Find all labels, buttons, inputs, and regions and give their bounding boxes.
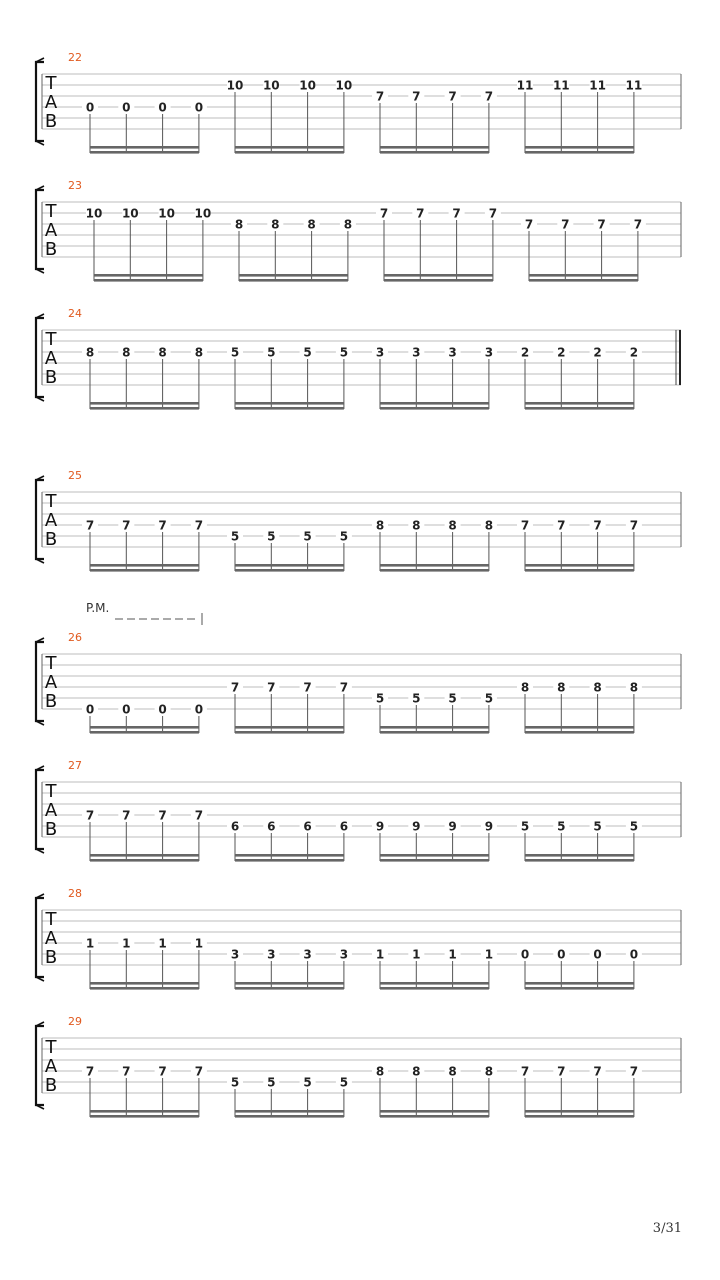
- beam: [90, 402, 199, 405]
- fret-number: 1: [484, 947, 494, 962]
- beam: [235, 726, 344, 729]
- fret-number: 8: [122, 345, 131, 360]
- fret-number: 11: [552, 78, 570, 93]
- fret-number: 1: [158, 936, 167, 951]
- beam: [90, 407, 199, 410]
- fret-number: 7: [561, 217, 570, 232]
- fret-number: 9: [412, 819, 421, 834]
- fret-number: 7: [339, 680, 349, 695]
- fret-number: 7: [303, 680, 312, 695]
- fret-number: 0: [520, 947, 530, 962]
- beam: [90, 151, 199, 154]
- fret-number: 5: [303, 1075, 312, 1090]
- measure-number: 26: [68, 631, 82, 644]
- tab-clef-letter: B: [44, 1075, 58, 1096]
- tab-clef-letter: B: [44, 691, 58, 712]
- fret-number: 7: [412, 89, 421, 104]
- fret-number: 9: [484, 819, 494, 834]
- fret-number: 3: [375, 345, 385, 360]
- measure-number: 25: [68, 469, 82, 482]
- tab-clef-letter: T: [45, 329, 57, 350]
- fret-number: 8: [375, 518, 385, 533]
- fret-number: 0: [194, 702, 204, 717]
- fret-number: 8: [412, 518, 421, 533]
- beam: [235, 987, 344, 990]
- beam: [380, 151, 489, 154]
- fret-number: 7: [520, 518, 530, 533]
- fret-number: 5: [484, 691, 494, 706]
- fret-number: 6: [230, 819, 240, 834]
- tab-clef-letter: B: [44, 819, 58, 840]
- tab-clef-letter: A: [44, 1056, 58, 1077]
- fret-number: 7: [194, 1064, 204, 1079]
- bracket-cap: [36, 58, 44, 145]
- fret-number: 3: [339, 947, 349, 962]
- fret-number: 10: [226, 78, 244, 93]
- fret-number: 5: [448, 691, 457, 706]
- beam: [235, 854, 344, 857]
- beam: [525, 731, 634, 734]
- beam: [380, 726, 489, 729]
- tab-clef-letter: B: [44, 947, 58, 968]
- tab-clef-letter: A: [44, 92, 58, 113]
- tab-clef-letter: T: [45, 73, 57, 94]
- fret-number: 7: [85, 808, 95, 823]
- beam: [380, 731, 489, 734]
- bracket-cap: [36, 638, 44, 725]
- fret-number: 7: [122, 518, 131, 533]
- tab-clef-letter: T: [45, 781, 57, 802]
- beam: [235, 1115, 344, 1118]
- beam: [90, 854, 199, 857]
- beam: [529, 279, 638, 282]
- fret-number: 8: [484, 1064, 494, 1079]
- fret-number: 7: [593, 518, 602, 533]
- beam: [380, 569, 489, 572]
- fret-number: 8: [271, 217, 280, 232]
- fret-number: 6: [339, 819, 349, 834]
- fret-number: 5: [593, 819, 602, 834]
- beam: [525, 146, 634, 149]
- beam: [235, 407, 344, 410]
- beam: [235, 569, 344, 572]
- fret-number: 8: [234, 217, 244, 232]
- beam: [525, 402, 634, 405]
- fret-number: 7: [158, 1064, 167, 1079]
- beam: [235, 146, 344, 149]
- beam: [90, 1115, 199, 1118]
- tab-clef-letter: B: [44, 239, 58, 260]
- beam: [235, 731, 344, 734]
- fret-number: 8: [375, 1064, 385, 1079]
- tab-clef-letter: A: [44, 348, 58, 369]
- fret-number: 5: [230, 1075, 240, 1090]
- fret-number: 5: [557, 819, 566, 834]
- fret-number: 10: [335, 78, 353, 93]
- beam: [525, 407, 634, 410]
- palm-mute-label: P.M.: [86, 601, 110, 615]
- fret-number: 2: [629, 345, 639, 360]
- beam: [239, 279, 348, 282]
- beam: [380, 987, 489, 990]
- fret-number: 7: [416, 206, 425, 221]
- fret-number: 0: [85, 100, 95, 115]
- bracket-cap: [36, 314, 44, 401]
- beam: [94, 279, 203, 282]
- fret-number: 2: [520, 345, 530, 360]
- fret-number: 8: [448, 518, 457, 533]
- fret-number: 0: [158, 702, 167, 717]
- beam: [90, 146, 199, 149]
- fret-number: 5: [339, 529, 349, 544]
- fret-number: 7: [158, 808, 167, 823]
- fret-number: 5: [267, 529, 276, 544]
- fret-number: 10: [158, 206, 175, 221]
- fret-number: 7: [629, 518, 639, 533]
- beam: [380, 402, 489, 405]
- fret-number: 10: [262, 78, 280, 93]
- beam: [235, 982, 344, 985]
- fret-number: 8: [412, 1064, 421, 1079]
- tab-system: [36, 307, 681, 410]
- beam: [380, 854, 489, 857]
- fret-number: 0: [85, 702, 95, 717]
- beam: [384, 274, 493, 277]
- fret-number: 11: [516, 78, 534, 93]
- fret-number: 8: [158, 345, 167, 360]
- tab-system: [36, 1015, 681, 1118]
- beam: [235, 151, 344, 154]
- beam: [525, 854, 634, 857]
- tab-system: [36, 469, 681, 572]
- fret-number: 3: [448, 345, 457, 360]
- beam: [525, 564, 634, 567]
- beam: [90, 982, 199, 985]
- beam: [380, 1115, 489, 1118]
- beam: [90, 987, 199, 990]
- fret-number: 0: [557, 947, 566, 962]
- beam: [380, 1110, 489, 1113]
- tab-clef-letter: B: [44, 529, 58, 550]
- beam: [525, 987, 634, 990]
- beam: [90, 564, 199, 567]
- fret-number: 7: [520, 1064, 530, 1079]
- beam: [525, 726, 634, 729]
- bracket-cap: [36, 476, 44, 563]
- beam: [235, 564, 344, 567]
- fret-number: 1: [412, 947, 421, 962]
- beam: [90, 1110, 199, 1113]
- fret-number: 7: [484, 89, 494, 104]
- beam: [235, 402, 344, 405]
- fret-number: 1: [85, 936, 95, 951]
- bracket-cap: [36, 186, 44, 273]
- fret-number: 10: [121, 206, 139, 221]
- fret-number: 7: [597, 217, 606, 232]
- beam: [525, 569, 634, 572]
- fret-number: 2: [557, 345, 566, 360]
- fret-number: 8: [520, 680, 530, 695]
- fret-number: 8: [307, 217, 316, 232]
- beam: [529, 274, 638, 277]
- bracket-cap: [36, 1022, 44, 1109]
- tab-system: [36, 759, 681, 862]
- fret-number: 1: [194, 936, 204, 951]
- fret-number: 8: [85, 345, 95, 360]
- fret-number: 0: [122, 100, 131, 115]
- fret-number: 11: [589, 78, 606, 93]
- beam: [90, 726, 199, 729]
- tab-system: [36, 613, 681, 734]
- page-number: 3/31: [652, 1221, 682, 1236]
- fret-number: 5: [230, 529, 240, 544]
- fret-number: 5: [230, 345, 240, 360]
- fret-number: 3: [412, 345, 421, 360]
- tab-system: [36, 51, 681, 154]
- measure-number: 22: [68, 51, 82, 64]
- tab-clef-letter: B: [44, 367, 58, 388]
- beam: [235, 859, 344, 862]
- beam: [90, 731, 199, 734]
- fret-number: 7: [629, 1064, 639, 1079]
- beam: [239, 274, 348, 277]
- beam: [90, 859, 199, 862]
- fret-number: 5: [375, 691, 385, 706]
- fret-number: 5: [339, 1075, 349, 1090]
- beam: [380, 982, 489, 985]
- fret-number: 3: [484, 345, 494, 360]
- fret-number: 1: [448, 947, 457, 962]
- fret-number: 6: [303, 819, 312, 834]
- fret-number: 1: [122, 936, 131, 951]
- tab-system: [36, 179, 681, 282]
- fret-number: 3: [267, 947, 276, 962]
- fret-number: 7: [267, 680, 276, 695]
- fret-number: 7: [194, 518, 204, 533]
- fret-number: 5: [339, 345, 349, 360]
- tab-clef-letter: T: [45, 1037, 57, 1058]
- fret-number: 7: [158, 518, 167, 533]
- fret-number: 5: [629, 819, 639, 834]
- tab-clef-letter: B: [44, 111, 58, 132]
- fret-number: 0: [122, 702, 131, 717]
- tab-clef-letter: A: [44, 510, 58, 531]
- fret-number: 8: [194, 345, 204, 360]
- tab-system: [36, 887, 681, 990]
- fret-number: 10: [194, 206, 212, 221]
- fret-number: 8: [448, 1064, 457, 1079]
- fret-number: 8: [343, 217, 353, 232]
- measure-number: 27: [68, 759, 82, 772]
- fret-number: 7: [448, 89, 457, 104]
- fret-number: 7: [488, 206, 498, 221]
- beam: [90, 569, 199, 572]
- beam: [525, 859, 634, 862]
- beam: [94, 274, 203, 277]
- fret-number: 5: [520, 819, 530, 834]
- fret-number: 7: [85, 1064, 95, 1079]
- fret-number: 3: [230, 947, 240, 962]
- beam: [380, 859, 489, 862]
- fret-number: 7: [122, 1064, 131, 1079]
- fret-number: 7: [633, 217, 643, 232]
- fret-number: 7: [122, 808, 131, 823]
- measure-number: 23: [68, 179, 82, 192]
- fret-number: 8: [557, 680, 566, 695]
- beam: [380, 407, 489, 410]
- beam: [235, 1110, 344, 1113]
- fret-number: 7: [194, 808, 204, 823]
- fret-number: 10: [85, 206, 103, 221]
- fret-number: 5: [303, 345, 312, 360]
- fret-number: 0: [194, 100, 204, 115]
- fret-number: 8: [593, 680, 602, 695]
- tab-clef-letter: A: [44, 928, 58, 949]
- fret-number: 7: [452, 206, 461, 221]
- tab-clef-letter: T: [45, 909, 57, 930]
- fret-number: 0: [158, 100, 167, 115]
- fret-number: 9: [375, 819, 385, 834]
- fret-number: 11: [625, 78, 643, 93]
- measure-number: 24: [68, 307, 82, 320]
- fret-number: 10: [299, 78, 316, 93]
- beam: [525, 1115, 634, 1118]
- fret-number: 2: [593, 345, 602, 360]
- fret-number: 7: [557, 1064, 566, 1079]
- fret-number: 8: [629, 680, 639, 695]
- beam: [380, 564, 489, 567]
- fret-number: 5: [267, 1075, 276, 1090]
- tab-clef-letter: A: [44, 800, 58, 821]
- beam: [525, 982, 634, 985]
- beam: [384, 279, 493, 282]
- fret-number: 7: [85, 518, 95, 533]
- bracket-cap: [36, 894, 44, 981]
- tab-clef-letter: T: [45, 491, 57, 512]
- fret-number: 9: [448, 819, 457, 834]
- tab-clef-letter: A: [44, 220, 58, 241]
- fret-number: 7: [524, 217, 534, 232]
- fret-number: 0: [629, 947, 639, 962]
- fret-number: 5: [412, 691, 421, 706]
- fret-number: 7: [375, 89, 385, 104]
- tab-clef-letter: T: [45, 653, 57, 674]
- fret-number: 8: [484, 518, 494, 533]
- tab-clef-letter: T: [45, 201, 57, 222]
- beam: [525, 151, 634, 154]
- fret-number: 1: [375, 947, 385, 962]
- fret-number: 7: [557, 518, 566, 533]
- fret-number: 7: [593, 1064, 602, 1079]
- measure-number: 28: [68, 887, 82, 900]
- tab-clef-letter: A: [44, 672, 58, 693]
- fret-number: 5: [303, 529, 312, 544]
- fret-number: 7: [379, 206, 389, 221]
- beam: [525, 1110, 634, 1113]
- fret-number: 3: [303, 947, 312, 962]
- fret-number: 7: [230, 680, 240, 695]
- fret-number: 6: [267, 819, 276, 834]
- bracket-cap: [36, 766, 44, 853]
- fret-number: 0: [593, 947, 602, 962]
- fret-number: 5: [267, 345, 276, 360]
- beam: [380, 146, 489, 149]
- measure-number: 29: [68, 1015, 82, 1028]
